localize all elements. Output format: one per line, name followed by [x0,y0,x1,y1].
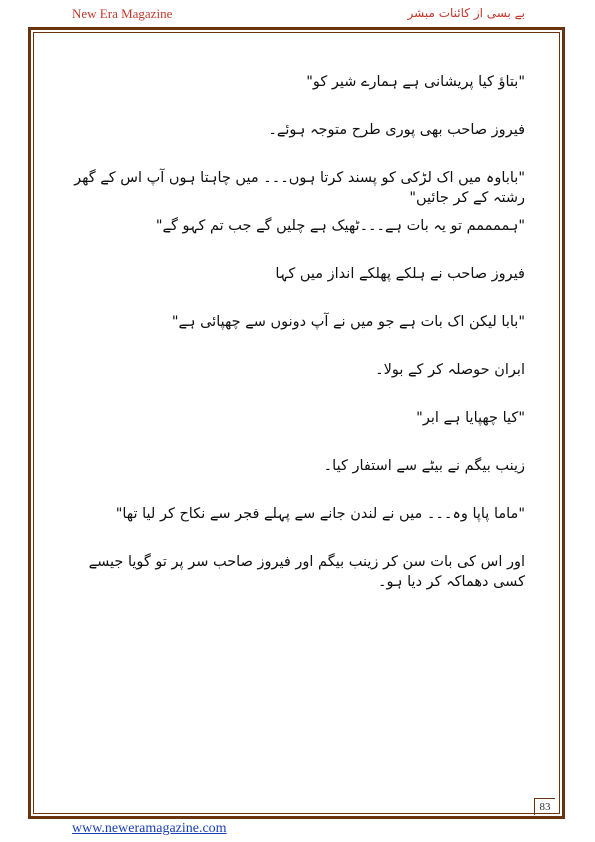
magazine-name: New Era Magazine [72,6,173,21]
website-link[interactable]: www.neweramagazine.com [72,821,227,836]
paragraph: زینب بیگم نے بیٹے سے استفار کیا۔ [323,458,525,474]
page-number: 83 [534,798,555,815]
paragraph: "بتاؤ کیا پریشانی ہے ہمارے شیر کو" [306,74,525,90]
paragraph: ابران حوصلہ کر کے بولا۔ [375,362,525,378]
paragraph: "کیا چھپایا ہے ابر" [416,410,525,426]
paragraph: "باباوہ میں اک لڑکی کو پسند کرتا ہوں۔۔۔ میں چاہتا ہوں آپ اس کے گھر رشتہ کے کر جائیں" [74,170,525,206]
paragraph: "بابا لیکن اک بات ہے جو میں نے آپ دونوں سے چھپائی ہے" [171,314,525,330]
paragraph: "ہممممم تو یہ بات ہے۔۔۔ٹھیک ہے چلیں گے جب تم کہو گے" [155,218,525,234]
paragraph: فیروز صاحب نے ہلکے پھلکے انداز میں کہا [275,266,525,282]
story-text [70,72,525,620]
novel-title: بے بسی از کائنات مبشر [407,6,525,20]
paragraph: اور اس کی بات سن کر زینب بیگم اور فیروز صاحب سر پر تو گویا جیسے کسی دھماکہ کر دیا ہو۔ [88,554,525,590]
paragraph: فیروز صاحب بھی پوری طرح متوجہ ہوئے۔ [268,122,525,138]
paragraph: "ماما پاپا وہ۔۔۔ میں نے لندن جانے سے پہلے فجر سے نکاح کر لیا تھا" [115,506,525,522]
